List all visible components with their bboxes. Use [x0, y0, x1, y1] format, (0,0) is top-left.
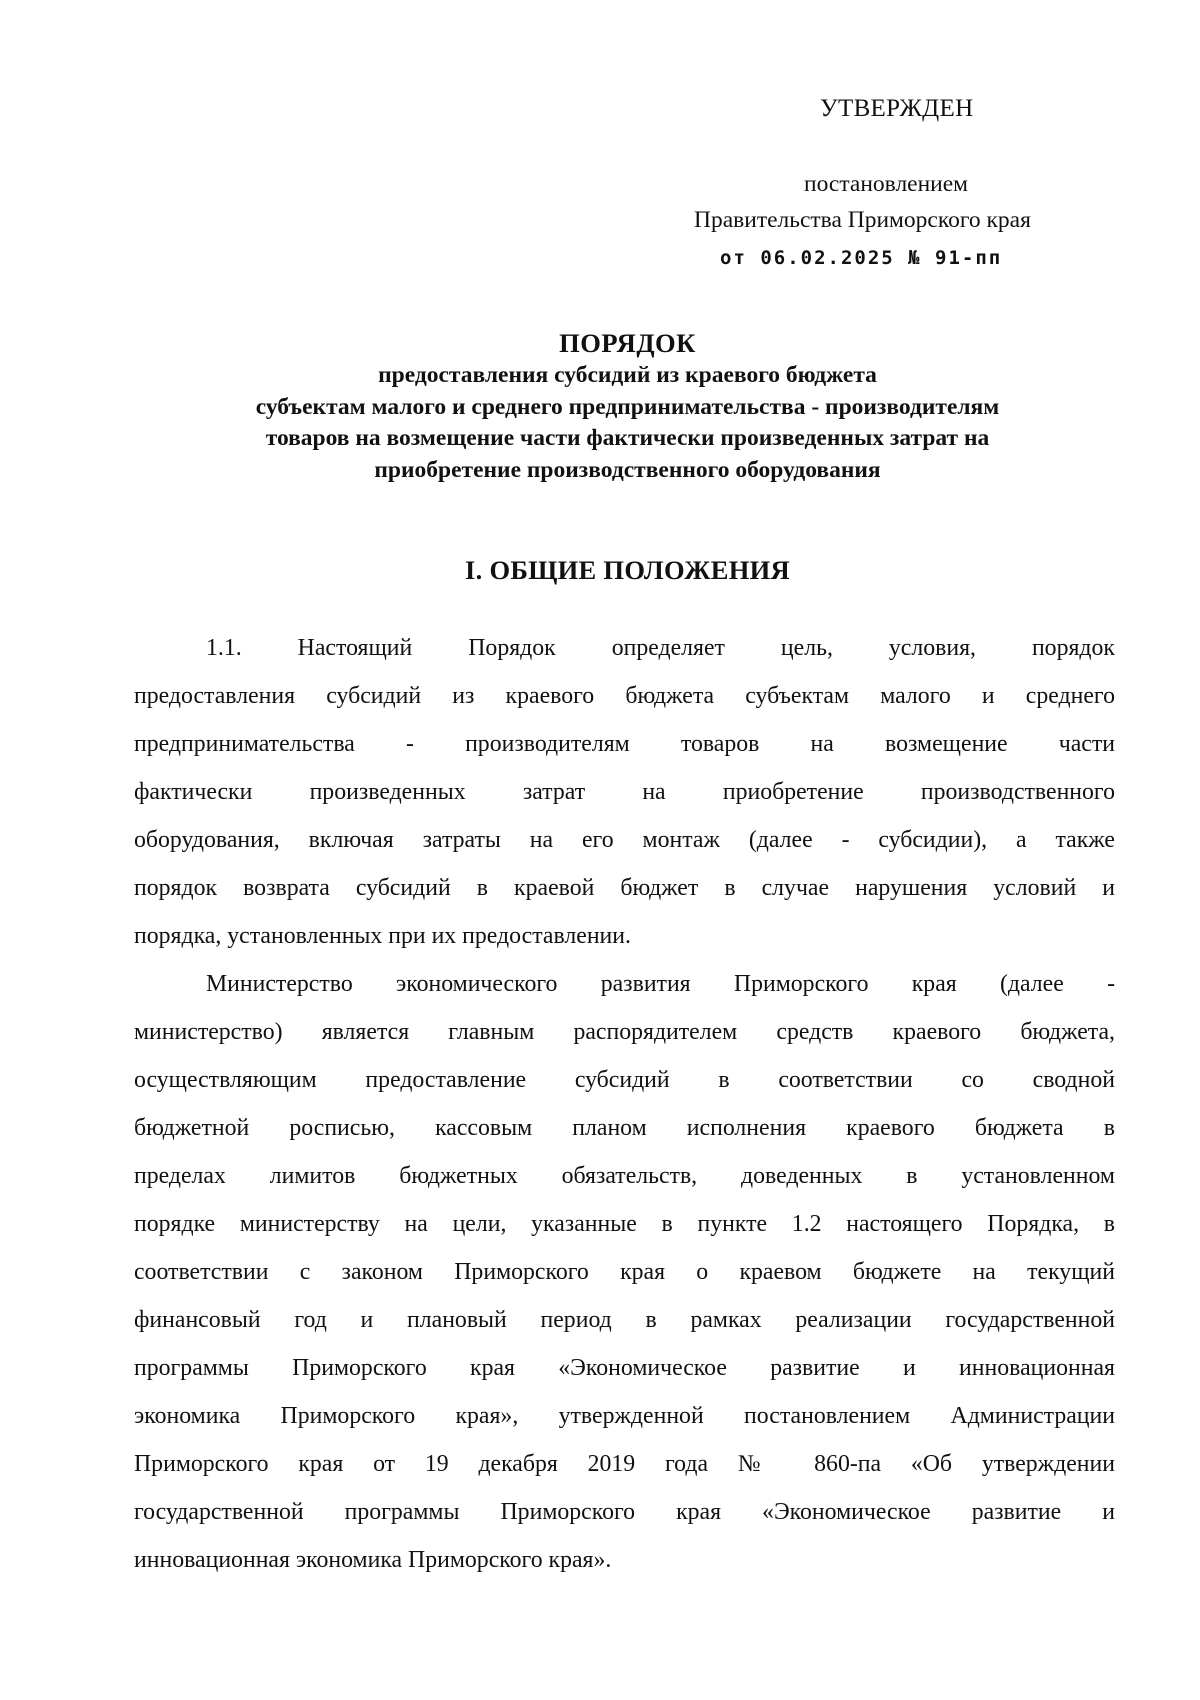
decree-line-2: Правительства Приморского края: [694, 207, 1031, 233]
paragraph-1-1: [134, 624, 1115, 960]
paragraph-line: соответствии с законом Приморского края о краевом бюджете на текущий: [134, 1259, 1115, 1285]
paragraph-line: оборудования, включая затраты на его монтаж (далее - субсидии), а также: [134, 827, 1115, 853]
paragraph-line: 1.1. Настоящий Порядок определяет цель, условия, порядок: [206, 635, 1115, 661]
approval-stamp: УТВЕРЖДЕН: [820, 95, 974, 122]
document-title: ПОРЯДОК: [559, 328, 696, 358]
paragraph-line: фактически произведенных затрат на приобретение производственного: [134, 779, 1115, 805]
decree-number-date: от 06.02.2025 № 91-пп: [720, 247, 1003, 269]
paragraph-line: бюджетной росписью, кассовым планом исполнения краевого бюджета в: [134, 1115, 1115, 1141]
decree-line-1: постановлением: [804, 171, 969, 197]
paragraph-ministry: [134, 960, 1115, 1584]
decree-reference: [690, 166, 1130, 276]
paragraph-line: осуществляющим предоставление субсидий в соответствии со сводной: [134, 1067, 1115, 1093]
subtitle-line: субъектам малого и среднего предпринимательства - производителям: [255, 393, 1000, 420]
paragraph-line: экономика Приморского края», утвержденной постановлением Администрации: [134, 1403, 1115, 1429]
paragraph-line: государственной программы Приморского края «Экономическое развитие и: [134, 1499, 1115, 1525]
paragraph-line: пределах лимитов бюджетных обязательств, доведенных в установленном: [134, 1163, 1115, 1189]
section-heading: I. ОБЩИЕ ПОЛОЖЕНИЯ: [465, 555, 790, 585]
paragraph-line: порядке министерству на цели, указанные в пункте 1.2 настоящего Порядка, в: [134, 1211, 1115, 1237]
paragraph-line: предоставления субсидий из краевого бюджета субъектам малого и среднего: [134, 683, 1115, 709]
paragraph-line: министерство) является главным распорядителем средств краевого бюджета,: [134, 1019, 1115, 1045]
paragraph-line: программы Приморского края «Экономическое развитие и инновационная: [134, 1355, 1115, 1381]
paragraph-line: Приморского края от 19 декабря 2019 года № 860-па «Об утверждении: [134, 1451, 1115, 1477]
subtitle-line: товаров на возмещение части фактически произведенных затрат на: [265, 425, 990, 451]
paragraph-line: финансовый год и плановый период в рамках реализации государственной: [134, 1307, 1115, 1333]
document-title-block: [140, 326, 1115, 486]
paragraph-line: предпринимательства - производителям товаров на возмещение части: [134, 731, 1115, 757]
paragraph-line: порядок возврата субсидий в краевой бюджет в случае нарушения условий и: [134, 875, 1115, 901]
paragraph-line: Министерство экономического развития Приморского края (далее -: [206, 971, 1115, 997]
paragraph-line: порядка, установленных при их предоставлении.: [134, 923, 631, 949]
paragraph-line: инновационная экономика Приморского края».: [134, 1547, 612, 1573]
subtitle-line: предоставления субсидий из краевого бюджета: [378, 362, 877, 388]
document-subtitle: [140, 360, 1115, 486]
subtitle-line: приобретение производственного оборудования: [374, 456, 881, 483]
document-body: [134, 624, 1115, 1584]
